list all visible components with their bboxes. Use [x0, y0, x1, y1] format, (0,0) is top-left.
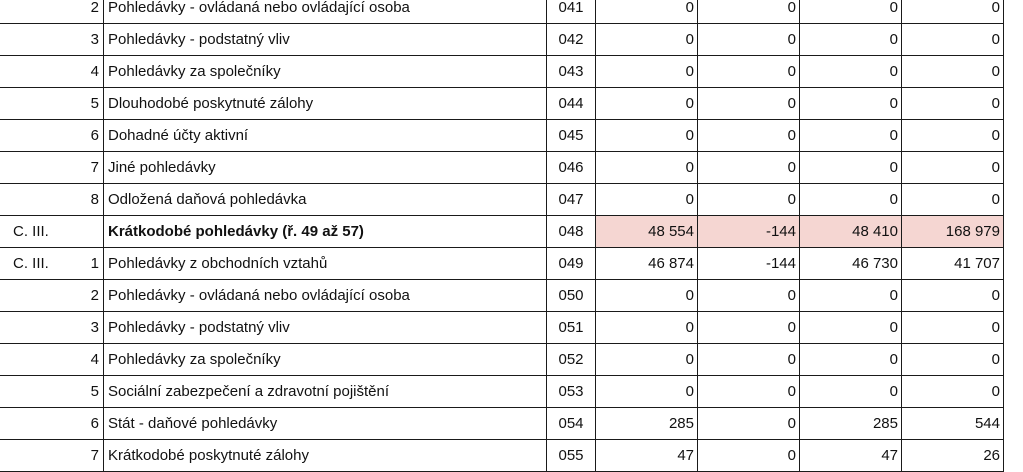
row-code: 048 [547, 216, 596, 248]
row-number: 2 [85, 280, 104, 312]
value-col-1: 0 [596, 0, 698, 24]
table-row [0, 408, 1004, 440]
value-col-3: 0 [800, 0, 902, 24]
row-code: 052 [547, 344, 596, 376]
row-label: Dohadné účty aktivní [104, 120, 547, 152]
value-col-3: 0 [800, 280, 902, 312]
value-col-3: 0 [800, 120, 902, 152]
value-col-3: 47 [800, 440, 902, 472]
value-col-1: 0 [596, 152, 698, 184]
row-section [0, 0, 85, 24]
value-col-1: 0 [596, 376, 698, 408]
value-col-1: 0 [596, 120, 698, 152]
row-code: 041 [547, 0, 596, 24]
value-col-4: 168 979 [902, 216, 1004, 248]
value-col-4: 26 [902, 440, 1004, 472]
row-label: Pohledávky - podstatný vliv [104, 312, 547, 344]
value-col-4: 0 [902, 280, 1004, 312]
row-number: 4 [85, 344, 104, 376]
row-code: 055 [547, 440, 596, 472]
row-section [0, 24, 85, 56]
value-col-3: 0 [800, 312, 902, 344]
value-col-1: 48 554 [596, 216, 698, 248]
value-col-1: 47 [596, 440, 698, 472]
value-col-1: 0 [596, 344, 698, 376]
row-section [0, 184, 85, 216]
row-code: 054 [547, 408, 596, 440]
row-section [0, 88, 85, 120]
value-col-2: 0 [698, 88, 800, 120]
row-number: 8 [85, 184, 104, 216]
value-col-4: 0 [902, 120, 1004, 152]
table-row [0, 0, 1004, 24]
value-col-4: 0 [902, 376, 1004, 408]
value-col-2: 0 [698, 0, 800, 24]
value-col-1: 46 874 [596, 248, 698, 280]
row-section: C. III. [0, 216, 85, 248]
row-number: 3 [85, 312, 104, 344]
value-col-4: 0 [902, 88, 1004, 120]
value-col-3: 0 [800, 376, 902, 408]
table-row [0, 312, 1004, 344]
row-label: Pohledávky za společníky [104, 56, 547, 88]
value-col-4: 0 [902, 56, 1004, 88]
value-col-1: 0 [596, 280, 698, 312]
row-section [0, 440, 85, 472]
table-row [0, 440, 1004, 472]
row-code: 049 [547, 248, 596, 280]
row-label: Dlouhodobé poskytnuté zálohy [104, 88, 547, 120]
table-row [0, 120, 1004, 152]
table-row [0, 248, 1004, 280]
value-col-2: 0 [698, 24, 800, 56]
value-col-4: 0 [902, 0, 1004, 24]
row-label: Stát - daňové pohledávky [104, 408, 547, 440]
row-section [0, 120, 85, 152]
row-code: 053 [547, 376, 596, 408]
row-section [0, 312, 85, 344]
value-col-2: 0 [698, 120, 800, 152]
row-number: 5 [85, 88, 104, 120]
row-number: 1 [85, 248, 104, 280]
value-col-2: 0 [698, 344, 800, 376]
row-label: Odložená daňová pohledávka [104, 184, 547, 216]
row-code: 044 [547, 88, 596, 120]
value-col-4: 0 [902, 312, 1004, 344]
table-row [0, 344, 1004, 376]
value-col-3: 46 730 [800, 248, 902, 280]
value-col-1: 285 [596, 408, 698, 440]
table-row [0, 280, 1004, 312]
value-col-4: 41 707 [902, 248, 1004, 280]
table-row [0, 56, 1004, 88]
value-col-1: 0 [596, 184, 698, 216]
value-col-1: 0 [596, 312, 698, 344]
row-section [0, 376, 85, 408]
row-label: Pohledávky z obchodních vztahů [104, 248, 547, 280]
row-section: C. III. [0, 248, 85, 280]
value-col-2: 0 [698, 280, 800, 312]
value-col-4: 0 [902, 152, 1004, 184]
value-col-3: 0 [800, 88, 902, 120]
row-label: Pohledávky - ovládaná nebo ovládající osoba [104, 0, 547, 24]
value-col-2: 0 [698, 376, 800, 408]
value-col-2: 0 [698, 184, 800, 216]
row-number: 6 [85, 408, 104, 440]
row-number: 2 [85, 0, 104, 24]
value-col-2: 0 [698, 408, 800, 440]
row-section [0, 408, 85, 440]
value-col-1: 0 [596, 24, 698, 56]
value-col-4: 0 [902, 184, 1004, 216]
value-col-2: -144 [698, 216, 800, 248]
row-section [0, 152, 85, 184]
row-code: 042 [547, 24, 596, 56]
row-code: 043 [547, 56, 596, 88]
row-code: 045 [547, 120, 596, 152]
row-number: 7 [85, 440, 104, 472]
value-col-2: 0 [698, 56, 800, 88]
value-col-1: 0 [596, 56, 698, 88]
value-col-3: 0 [800, 184, 902, 216]
table-row [0, 376, 1004, 408]
row-code: 046 [547, 152, 596, 184]
row-section [0, 344, 85, 376]
row-label: Pohledávky za společníky [104, 344, 547, 376]
row-label: Krátkodobé pohledávky (ř. 49 až 57) [104, 216, 547, 248]
row-number: 7 [85, 152, 104, 184]
row-number: 4 [85, 56, 104, 88]
row-label: Jiné pohledávky [104, 152, 547, 184]
row-code: 050 [547, 280, 596, 312]
row-section [0, 280, 85, 312]
row-number: 5 [85, 376, 104, 408]
value-col-2: 0 [698, 440, 800, 472]
row-section [0, 56, 85, 88]
value-col-4: 0 [902, 24, 1004, 56]
row-code: 051 [547, 312, 596, 344]
value-col-3: 0 [800, 344, 902, 376]
value-col-3: 0 [800, 152, 902, 184]
value-col-2: 0 [698, 152, 800, 184]
row-number [85, 216, 104, 248]
value-col-4: 0 [902, 344, 1004, 376]
table-row [0, 152, 1004, 184]
value-col-1: 0 [596, 88, 698, 120]
row-number: 6 [85, 120, 104, 152]
row-code: 047 [547, 184, 596, 216]
row-label: Pohledávky - podstatný vliv [104, 24, 547, 56]
table-row [0, 24, 1004, 56]
value-col-3: 285 [800, 408, 902, 440]
row-label: Sociální zabezpečení a zdravotní pojištění [104, 376, 547, 408]
row-label: Krátkodobé poskytnuté zálohy [104, 440, 547, 472]
value-col-2: 0 [698, 312, 800, 344]
value-col-3: 0 [800, 56, 902, 88]
value-col-4: 544 [902, 408, 1004, 440]
value-col-2: -144 [698, 248, 800, 280]
table-row [0, 216, 1004, 248]
row-number: 3 [85, 24, 104, 56]
row-label: Pohledávky - ovládaná nebo ovládající osoba [104, 280, 547, 312]
value-col-3: 0 [800, 24, 902, 56]
value-col-3: 48 410 [800, 216, 902, 248]
table-row [0, 184, 1004, 216]
table-row [0, 88, 1004, 120]
